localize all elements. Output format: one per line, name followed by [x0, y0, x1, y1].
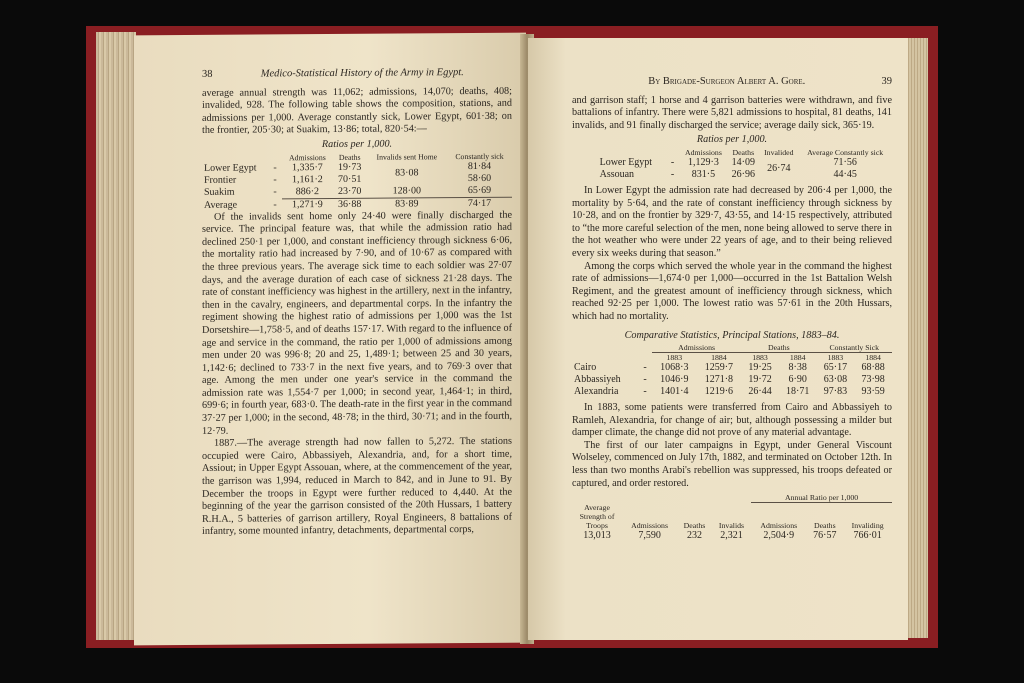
- left-page-header: [202, 67, 512, 82]
- right-ratios-table: Admissions Deaths Invalided Average Constantly sick Lower Egypt - 1,129·3 14·09 26·74 71·56 Assouan - 831·5 26·96 44·45: [598, 148, 892, 181]
- table-row: Lower Egypt - 1,335·7 19·73 83·08 81·84: [204, 160, 492, 179]
- table-row: Cairo - 1068·3 1259·7 19·25 8·38 65·17 68·88: [574, 362, 885, 374]
- left-page-number: 38: [202, 68, 213, 80]
- right-running-title: By Brigade-Surgeon Albert A. Gore.: [648, 76, 806, 87]
- left-intro-paragraph: average annual strength was 11,062; admissions, 14,070; deaths, 408; invalided, 928. The following table shows the composition, stations, and admissions per 1,000. Average constantly sick, Lower Egypt, 601·38; on the frontier, 205·30; at Suakim, 13·86; total, 820·54:—: [202, 85, 512, 137]
- right-paragraph-3: In 1883, some patients were transferred from Cairo and Abbassiyeh to Ramleh, Alexandria, for change of air; but, although possessing a milder but damper climate, the change did not prove of any material advantage.: [572, 402, 892, 439]
- left-paragraph-2: 1887.—The average strength had now fallen to 5,272. The stations occupied were Cairo, Abbassiyeh, Alexandria, and, for a short time, Assiout; in Upper Egypt Assouan, where, at the commencement of the year, the garrison was 1,994, reduced in March to 842, and in June to 91. By December the troops in Egypt were further reduced to 4,440. At the beginning of the year the garrison consisted of the 20th Hussars, 1 battery R.H.A., 5 batteries of garrison artillery, Royal Engineers, 8 battalions of infantry, some mounted infantry, detachments, departmental corps,: [202, 435, 512, 538]
- table-row: Alexandria - 1401·4 1219·6 26·44 18·71 97·83 93·59: [574, 386, 885, 398]
- left-page-content: [202, 67, 512, 539]
- page-edges-left: [96, 32, 136, 640]
- table-row: 13,013 7,590 232 2,321 2,504·9 76·57 766·01: [583, 529, 882, 541]
- col-deaths: Deaths: [338, 152, 361, 162]
- right-page: [528, 38, 908, 640]
- table-average-row: Average - 1,271·9 36·88 83·89 74·17: [204, 197, 492, 211]
- right-paragraph-1: In Lower Egypt the admission rate had decreased by 206·4 per 1,000, the mortality by 5·64, and the rate of constant inefficiency through sickness by 10·28, and on the frontier by 329·7, 43·55, and 14·15 respectively, attributed to “the more careful selection of the men, none being allowed to serve there in the hot weather who were under 22 years of age, and to their being relieved every six weeks during that season.”: [572, 184, 892, 259]
- left-running-title: Medico-Statistical History of the Army in Egypt.: [260, 67, 464, 80]
- right-page-header: [572, 76, 892, 89]
- col-invalids: Invalids sent Home: [376, 151, 438, 162]
- right-paragraph-2: Among the corps which served the whole year in the command the highest rate of admissions—1,674·0 per 1,000—occurred in the 1st Battalion Welsh Regiment, and the greatest amount of inefficiency through sickness, which reached 92·25 per 1,000. The lowest ratio was 57·61 in the 20th Hussars, which had no mortality.: [572, 260, 892, 322]
- left-paragraph-1: Of the invalids sent home only 24·40 were finally discharged the service. The principal feature was, that while the admission ratio had declined 250·1 per 1,000, and constant inefficiency through sickness 6·06, the mortality ratio had increased by 7·90, and of 10·67 as compared with the three previous years. The average sick time to each soldier was 27·07 days, and the average duration of each case of sickness 21·28 days. The rate of constant inefficiency was highest in the artillery, next in the infantry, then in the cavalry, engineers, and departmental corps. In the infantry the regiment showing the highest ratio of admissions per 1,000 was the 1st Dorsetshire—1,758·5, and of deaths 157·17. With regard to the influence of age and service in the command, the ratio per 1,000 of admissions among men under 20 was 996·8; 20 and 25, 1,489·1; between 25 and 30 years, 1,142·6; declined to 733·7 in the next five years, and to 769·3 over that age. Among the men under one year's service in the command the admission rate was 1,554·7 per 1,000; in second year, 1,464·1; in third, 699·6; in fourth year, 683·0. The death-rate in the first year in the command 37·27 per 1,000; in the second, 48·78; in the third, 30·71; and in the fourth, 12·79.: [202, 209, 512, 437]
- col-constantly-sick: Constantly sick: [455, 151, 504, 161]
- table-row: Frontier - 1,161·2 70·51 58·60: [204, 172, 492, 186]
- right-page-number: 39: [881, 76, 892, 87]
- left-page: [134, 33, 526, 646]
- table-row: Lower Egypt - 1,129·3 14·09 26·74 71·56: [599, 156, 857, 174]
- right-table1-caption: Ratios per 1,000.: [696, 134, 768, 146]
- page-edges-right: [906, 38, 928, 638]
- right-table2-caption: Comparative Statistics, Principal Stations, 1883–84.: [624, 329, 840, 341]
- left-ratios-table: [202, 151, 512, 211]
- comparative-stats-table: Admissions Deaths Constantly Sick 1883 1884 1883 1884 1883 1884 Cairo - 1068·3 1259·7 19·25 8·38 65·17 68·88 Abbassiyeh - 1046·9 1271·8 19·72 6·90 63·08 73·98 Alexandria - 1401·4 1219·6 26·44 18·71 97·83 93·59: [572, 343, 892, 398]
- left-table-caption: Ratios per 1,000.: [321, 138, 393, 151]
- table-row: Assouan - 831·5 26·96 44·45: [599, 168, 857, 180]
- right-paragraph-4: The first of our later campaigns in Egypt, under General Viscount Wolseley, commenced on July 17th, 1882, and terminated on October 12th. In less than two months Arabi's rebellion was suppressed, his troops defeated or captured, and order restored.: [572, 439, 892, 489]
- right-page-content: [572, 76, 892, 542]
- right-intro-paragraph: and garrison staff; 1 horse and 4 garrison batteries were withdrawn, and five battalions of infantry. There were 5,821 admissions to hospital, 81 deaths, 141 invalids, and 91 finally discharged the service; average daily sick, 365·19.: [572, 94, 892, 131]
- campaign-ratio-table: Annual Ratio per 1,000 Average Strength of Troops Admissions Deaths Invalids Admissions Deaths Invaliding 13,013 7,590 232 2,321 2,504·9 76·57 766·01: [572, 493, 892, 542]
- col-admissions: Admissions: [288, 152, 326, 162]
- table-row: Suakim - 886·2 23·70 128·00 65·69: [204, 184, 492, 198]
- table-row: Abbassiyeh - 1046·9 1271·8 19·72 6·90 63·08 73·98: [574, 374, 885, 386]
